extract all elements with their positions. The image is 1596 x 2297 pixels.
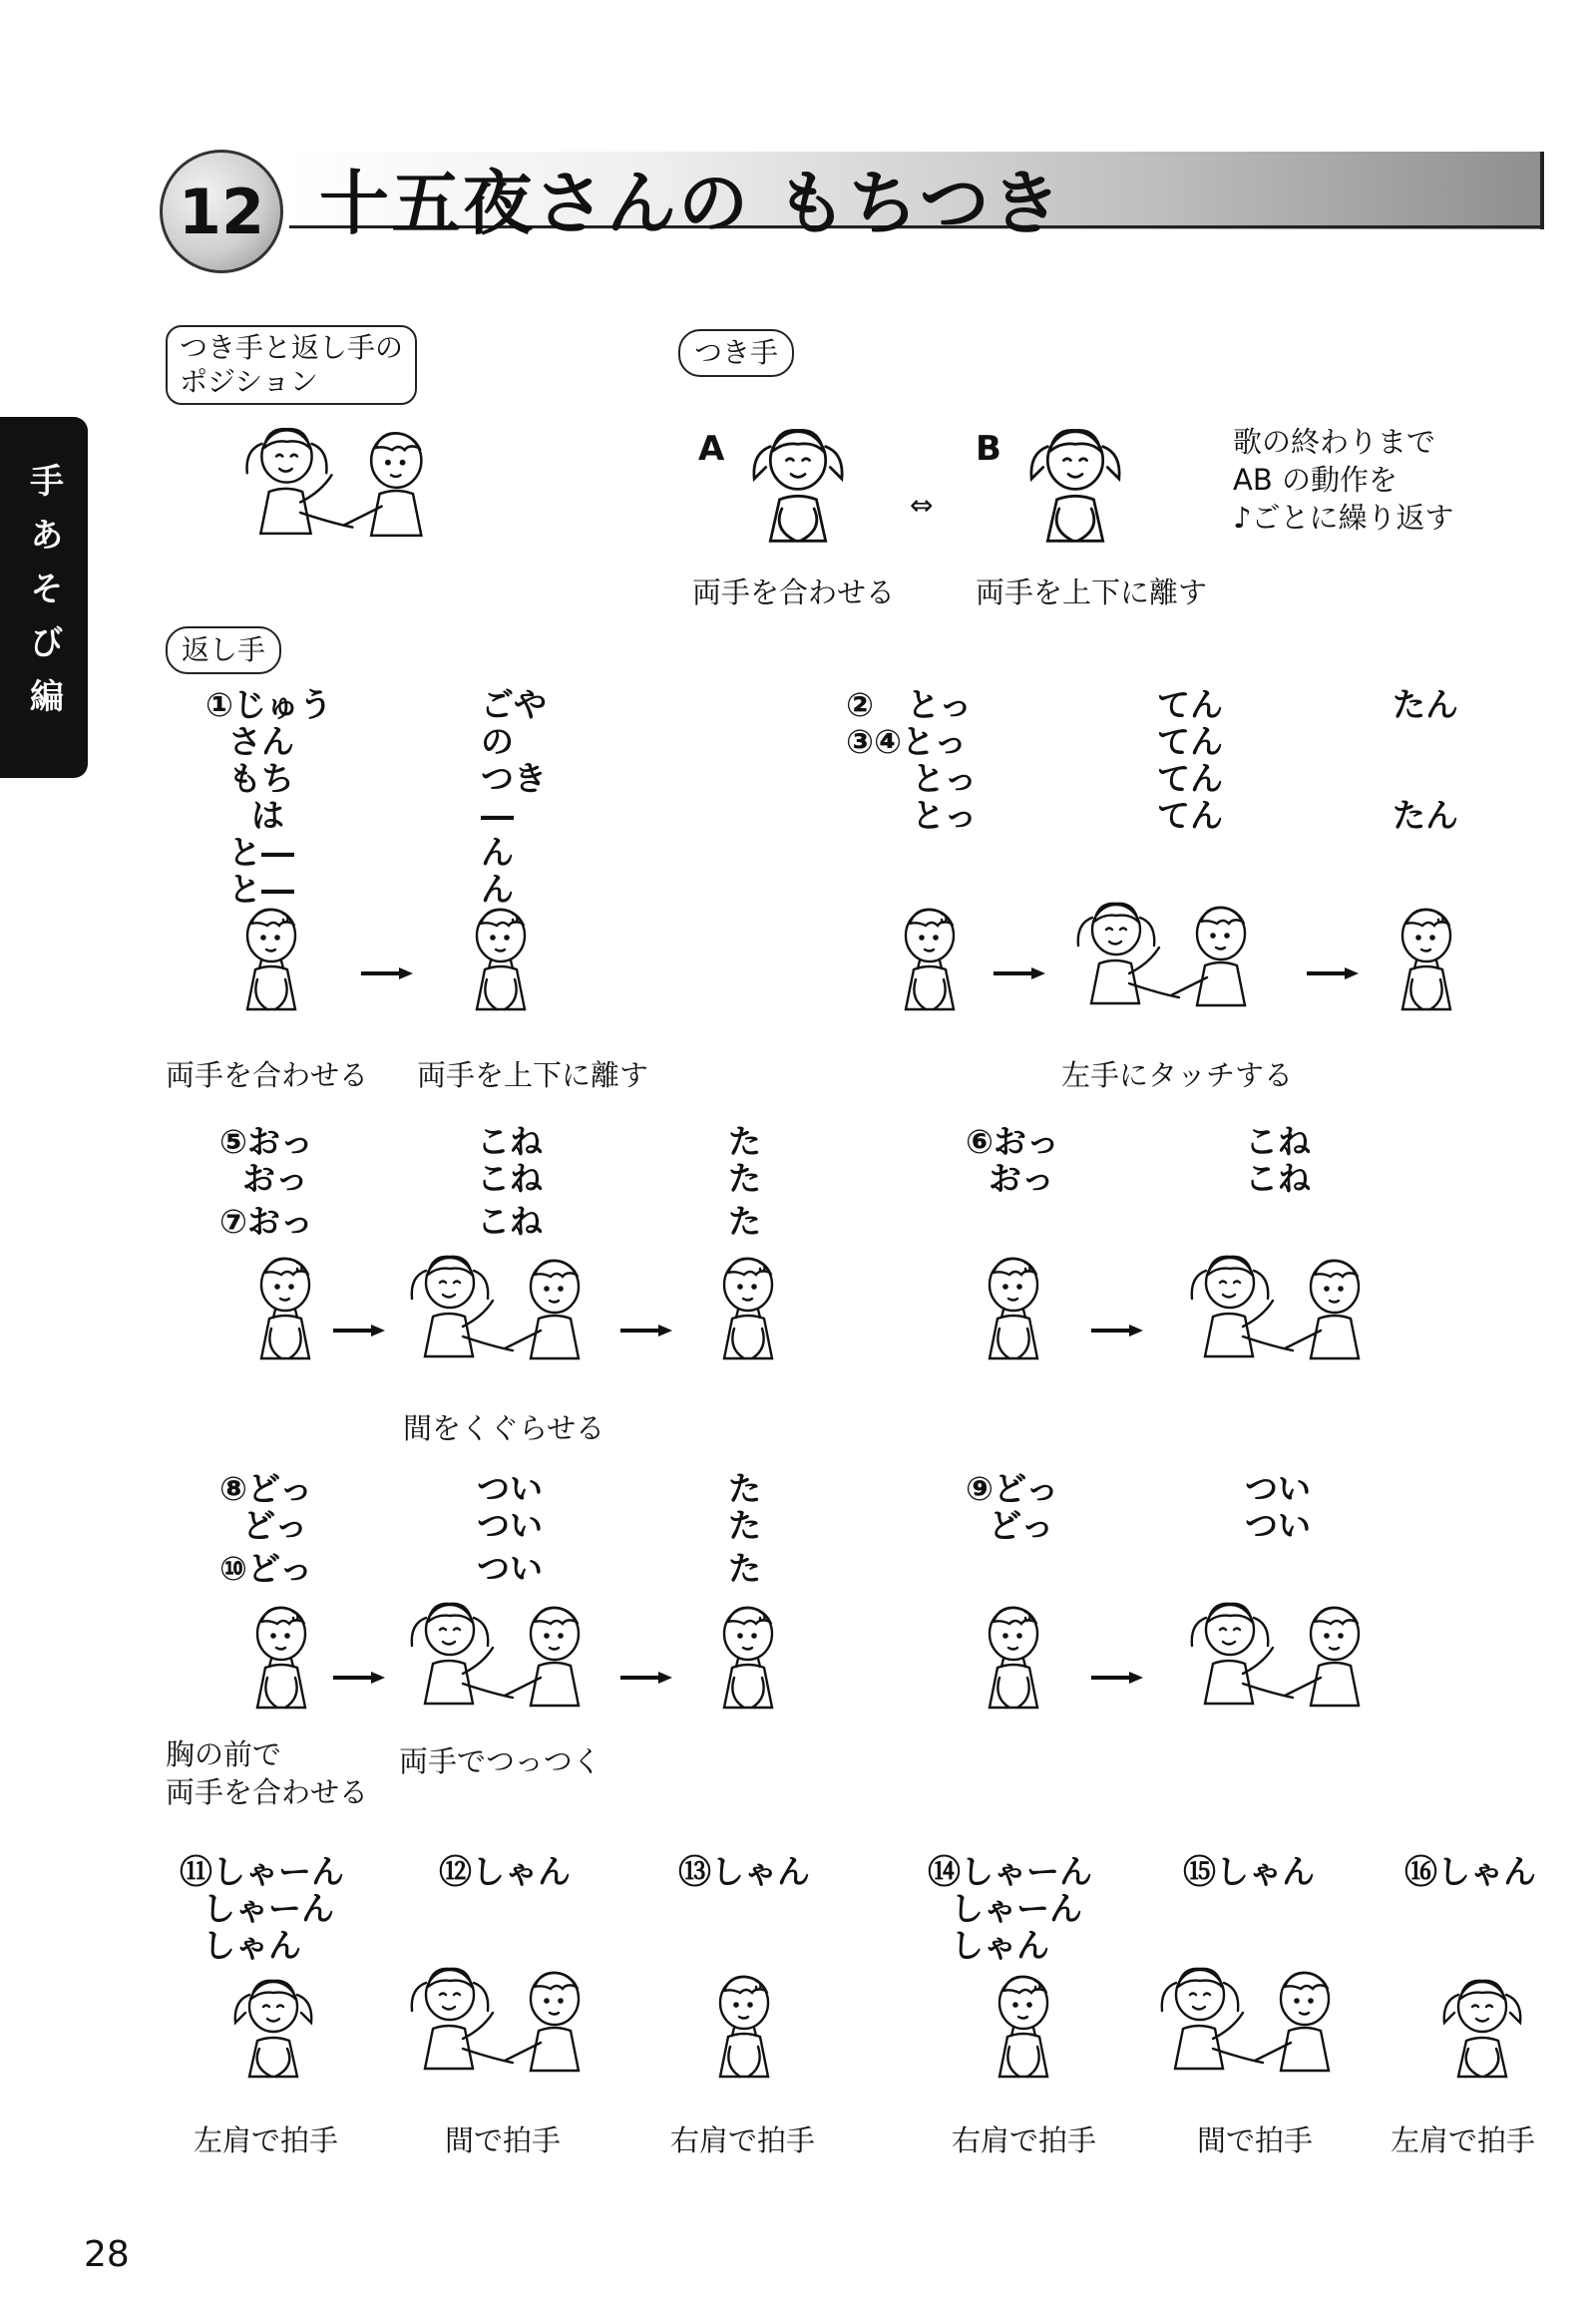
arrow	[994, 967, 1045, 979]
lyrics-3-left-col3: た た	[728, 1122, 761, 1198]
block4-fig5	[1175, 1594, 1395, 1733]
tsukite-label: つき手	[678, 329, 794, 377]
lyrics-2-col3: たん たん	[1393, 685, 1458, 835]
block2-caption: 左手にタッチする	[1061, 1058, 1294, 1092]
block5-caption3: 右肩で拍手	[670, 2123, 816, 2157]
block4-caption2: 両手でつっつく	[399, 1744, 601, 1778]
section-tab-label: 手あそび編	[23, 463, 64, 732]
lyrics-4-left-col1: ⑧どっ どっ	[219, 1469, 313, 1545]
block3-fig5	[1175, 1247, 1395, 1386]
block1-caption1: 両手を合わせる	[166, 1058, 369, 1092]
lyrics-2-col2: てん てん てん てん	[1157, 685, 1223, 835]
pose-a-caption: 両手を合わせる	[692, 575, 896, 609]
lyrics-5-item4: ⑭しゃーん しゃーん しゃん	[928, 1852, 1092, 1965]
lyrics-1-col1: ①じゅう さん もち は と― と―	[205, 685, 332, 909]
lyrics-5-item6: ⑯しゃん	[1404, 1852, 1536, 1891]
arrow	[1091, 1325, 1143, 1337]
block4-caption1: 胸の前で 両手を合わせる	[166, 1737, 369, 1809]
pose-b-mark: B	[976, 429, 1001, 469]
arrow	[1307, 967, 1359, 979]
lyrics-4-row3-col2: つい	[477, 1549, 543, 1588]
page-title: 十五夜さんの もちつき	[319, 163, 1063, 244]
lyrics-1-col2: ごや の つき ― ん ん	[481, 685, 547, 909]
lyrics-2-col1: ② とっ ③④とっ とっ とっ	[846, 685, 978, 835]
lesson-number-badge: 12	[160, 150, 283, 273]
clap-between-figure	[1145, 1959, 1365, 2099]
lyrics-3-row3-col1: ⑦おっ	[219, 1202, 313, 1241]
clap-left-shoulder-figure	[223, 1971, 323, 2101]
pose-b-caption: 両手を上下に離す	[976, 575, 1208, 609]
arrow	[1091, 1672, 1143, 1684]
arrow	[333, 1325, 385, 1337]
lyrics-4-right-col2: つい つい	[1245, 1469, 1311, 1545]
positions-label	[166, 325, 417, 405]
arrow	[333, 1672, 385, 1684]
block5-caption4: 右肩で拍手	[952, 2123, 1097, 2157]
lyrics-5-item5: ⑮しゃん	[1183, 1852, 1315, 1891]
block1-fig2	[451, 904, 551, 1033]
lyrics-3-right-col1: ⑥おっ おっ	[966, 1122, 1059, 1198]
block4-fig4	[964, 1602, 1063, 1731]
page-number: 28	[84, 2234, 130, 2275]
pose-a-mark: A	[698, 429, 725, 469]
block3-fig3	[698, 1253, 798, 1382]
block3-fig4	[964, 1253, 1063, 1382]
clap-left-shoulder-figure	[1432, 1971, 1532, 2101]
lyrics-4-row3-col1: ⑩どっ	[219, 1549, 313, 1588]
block2-fig3	[1377, 904, 1476, 1033]
kaeshite-label: 返し手	[166, 626, 281, 674]
positions-label-line1: つき手と返し手の	[180, 331, 404, 364]
lyrics-4-left-col2: つい つい	[477, 1469, 543, 1545]
block3-caption: 間をくぐらせる	[403, 1411, 605, 1445]
arrow	[361, 967, 413, 979]
tsukite-note: 歌の終わりまで AB の動作を ♪ごとに繰り返す	[1233, 425, 1454, 535]
block3-fig2	[395, 1247, 614, 1386]
block3-fig1	[235, 1253, 335, 1382]
lyrics-3-row3-col2: こね	[477, 1202, 543, 1241]
clap-right-shoulder-figure	[974, 1971, 1073, 2101]
lyrics-5-item2: ⑫しゃん	[439, 1852, 571, 1891]
block1-fig1	[221, 904, 321, 1033]
lyrics-5-item3: ⑬しゃん	[678, 1852, 810, 1891]
clap-right-shoulder-figure	[694, 1971, 794, 2101]
positions-illustration	[229, 417, 459, 567]
block2-fig1	[880, 904, 980, 1033]
block5-caption2: 間で拍手	[445, 2123, 562, 2157]
lyrics-4-row3-col3: た	[728, 1549, 761, 1588]
lyrics-4-left-col3: た た	[728, 1469, 761, 1545]
lyrics-3-right-col2: こね こね	[1245, 1122, 1311, 1198]
lyrics-3-left-col1: ⑤おっ おっ	[219, 1122, 313, 1198]
block5-caption5: 間で拍手	[1197, 2123, 1314, 2157]
section-tab	[0, 417, 88, 778]
arrow	[620, 1325, 672, 1337]
block5-caption6: 左肩で拍手	[1391, 2123, 1536, 2157]
lyrics-5-item1: ⑪しゃーん しゃーん しゃん	[180, 1852, 344, 1965]
clap-between-figure	[395, 1959, 614, 2099]
block5-caption1: 左肩で拍手	[194, 2123, 339, 2157]
block1-caption2: 両手を上下に離す	[417, 1058, 649, 1092]
arrow	[620, 1672, 672, 1684]
swap-symbol: ⇔	[910, 489, 934, 522]
block4-fig1	[231, 1602, 331, 1731]
lyrics-3-row3-col3: た	[728, 1202, 761, 1241]
block2-fig2	[1061, 894, 1281, 1033]
pose-a-figure	[738, 419, 858, 569]
pose-b-figure	[1015, 419, 1135, 569]
block4-fig2	[395, 1594, 614, 1733]
positions-label-line2: ポジション	[180, 365, 318, 398]
lyrics-3-left-col2: こね こね	[477, 1122, 543, 1198]
lyrics-4-right-col1: ⑨どっ どっ	[966, 1469, 1059, 1545]
block4-fig3	[698, 1602, 798, 1731]
